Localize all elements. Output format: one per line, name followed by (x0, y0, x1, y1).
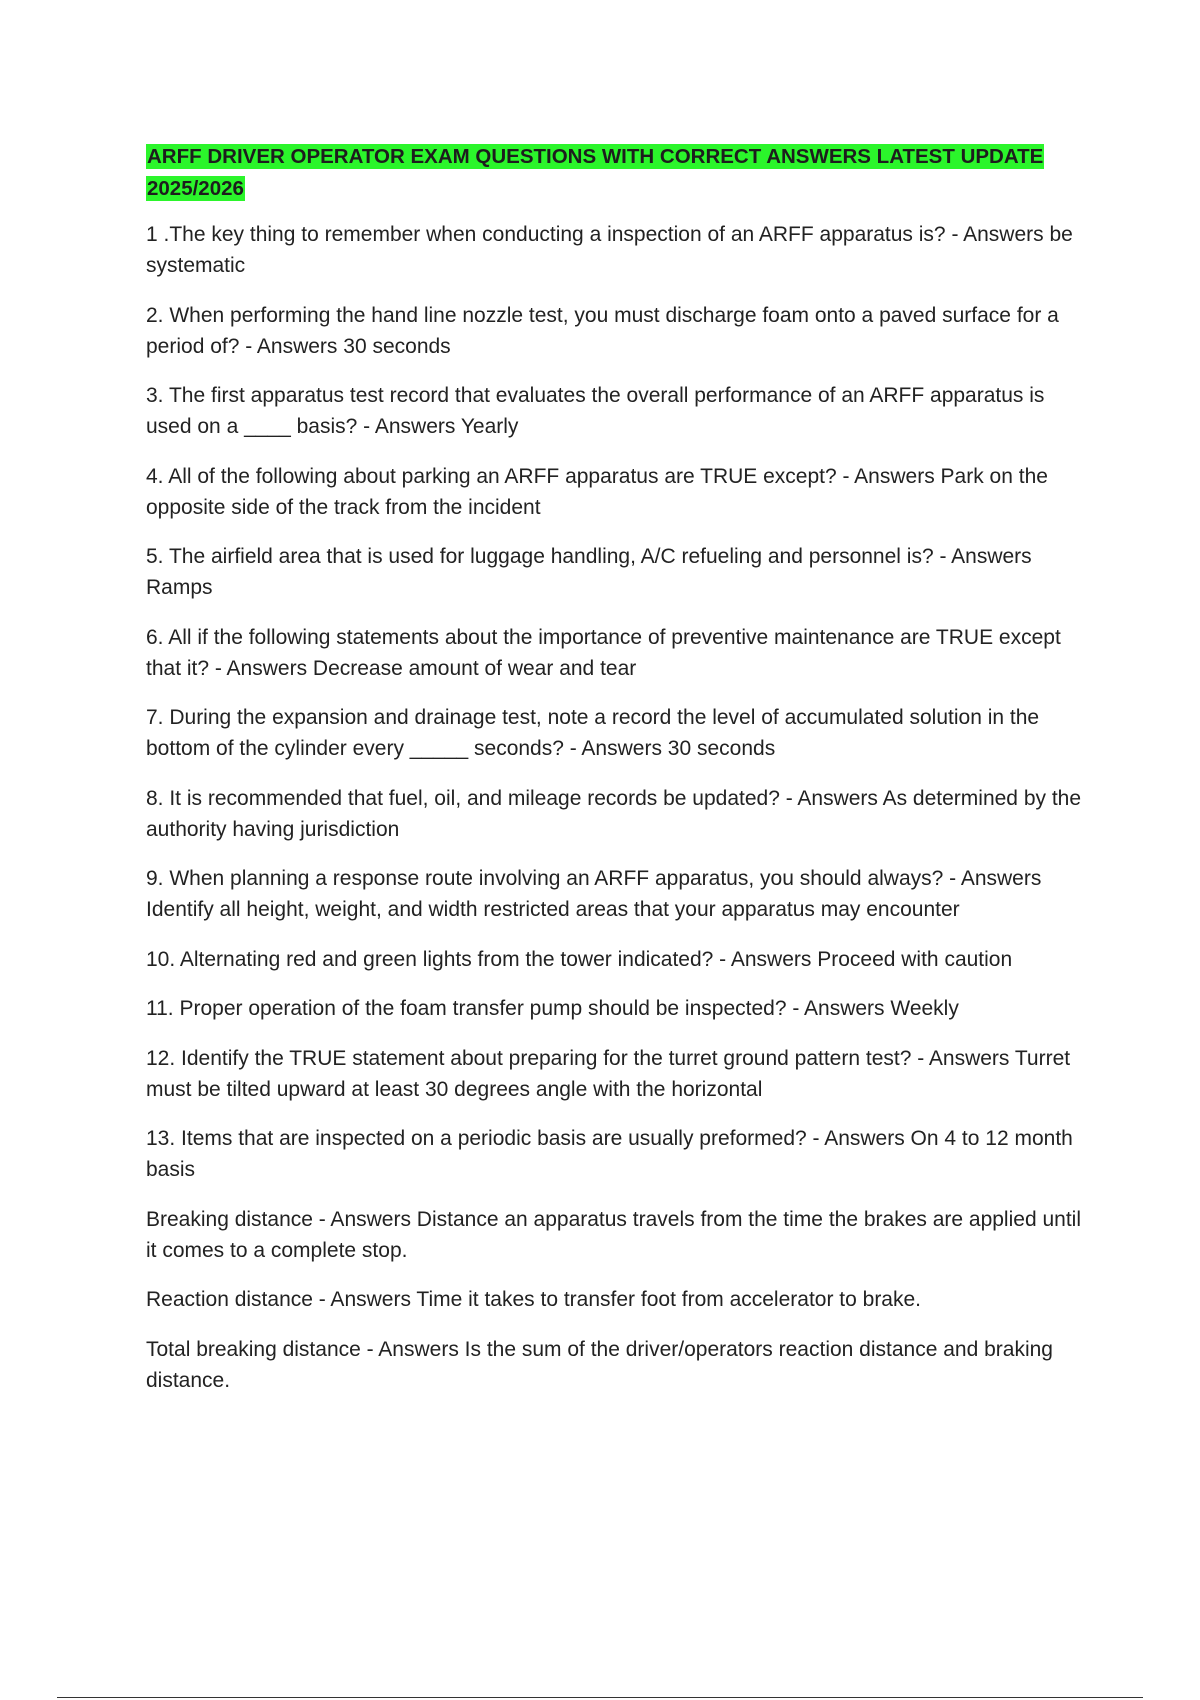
qa-item-8: 8. It is recommended that fuel, oil, and mileage records be updated? - Answers As determined by the authority having jurisdiction (146, 786, 1082, 841)
qa-item-1: 1 .The key thing to remember when conducting a inspection of an ARFF apparatus is? - Answers be systematic (146, 223, 1073, 277)
title-highlight: ARFF DRIVER OPERATOR EXAM QUESTIONS WITH CORRECT ANSWERS LATEST UPDATE 2025/2026 (147, 145, 1044, 200)
qa-item-10: 10. Alternating red and green lights from the tower indicated? - Answers Proceed with caution (146, 947, 1013, 971)
qa-item-6: 6. All if the following statements about the importance of preventive maintenance are TRUE except that it? - Answers Decrease amount of wear and tear (146, 625, 1061, 680)
qa-item-9: 9. When planning a response route involving an ARFF apparatus, you should always? - Answers Identify all height, weight, and width restricted areas that your apparatus may encounter (146, 867, 1042, 921)
qa-item-5: 5. The airfield area that is used for luggage handling, A/C refueling and personnel is? - Answers Ramps (146, 545, 1032, 599)
definition-reaction-distance: Reaction distance - Answers Time it takes to transfer foot from accelerator to brake. (146, 1288, 922, 1311)
document-page (146, 141, 1091, 1414)
page-bottom-rule (57, 1697, 1143, 1698)
qa-item-13: 13. Items that are inspected on a periodic basis are usually preformed? - Answers On 4 to 12 month basis (146, 1127, 1073, 1181)
definition-breaking-distance: Breaking distance - Answers Distance an apparatus travels from the time the brakes are applied until it comes to a complete stop. (146, 1207, 1081, 1262)
qa-list (146, 219, 1091, 1396)
qa-item-11: 11. Proper operation of the foam transfer pump should be inspected? - Answers Weekly (146, 997, 959, 1020)
qa-item-4: 4. All of the following about parking an ARFF apparatus are TRUE except? - Answers Park on the opposite side of the track from the incident (146, 464, 1048, 519)
qa-item-7: 7. During the expansion and drainage test, note a record the level of accumulated solution in the bottom of the cylinder every _____ seconds? - Answers 30 seconds (146, 706, 1040, 760)
definition-total-breaking-distance: Total breaking distance - Answers Is the sum of the driver/operators reaction distance and braking distance. (146, 1337, 1053, 1392)
qa-item-12: 12. Identify the TRUE statement about preparing for the turret ground pattern test? - Answers Turret must be tilted upward at least 30 degrees angle with the horizontal (146, 1046, 1071, 1101)
document-title (146, 141, 1091, 205)
qa-item-2: 2. When performing the hand line nozzle test, you must discharge foam onto a paved surface for a period of? - Answers 30 seconds (146, 303, 1059, 358)
qa-item-3: 3. The first apparatus test record that evaluates the overall performance of an ARFF apparatus is used on a ____ basis? - Answers Yearly (146, 384, 1045, 438)
